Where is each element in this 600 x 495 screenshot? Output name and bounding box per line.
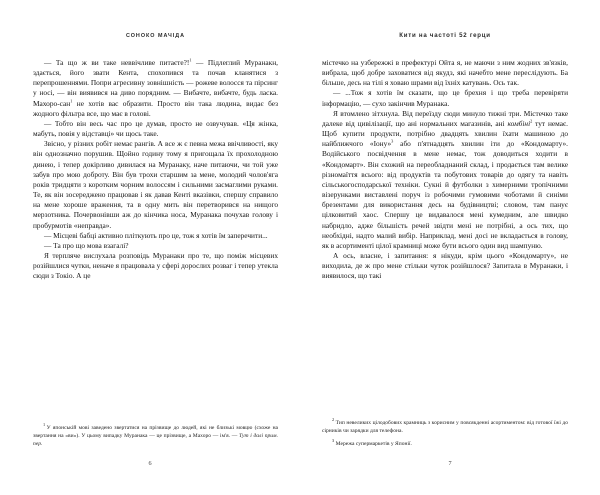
footnote-1 xyxy=(33,424,278,448)
footnote-italic-note: Тут і далі прим. пер. xyxy=(33,433,278,447)
right-page-body xyxy=(322,58,568,281)
footnote-text: У японській мові заведено звертатися на прізвище до людей, які не близькі мовцю (схоже на звертання на «ви»). У цьому випадку Муранака — це прізвище, а Махоро — ім'я. — xyxy=(33,425,278,439)
foreign-term-konbini: комбіні xyxy=(507,118,531,128)
footnote-ref-2[interactable]: 2 xyxy=(530,118,533,124)
left-page-body xyxy=(33,58,278,281)
footnote-marker: 2 xyxy=(332,416,335,422)
footnote-text: Мережа супермаркетів у Японії. xyxy=(335,441,412,447)
footnote-ref-1b[interactable]: 1 xyxy=(70,98,73,104)
right-page xyxy=(300,0,600,495)
paragraph: Я втомлено зітхнула. Від переїзду сюди минуло тижні три. Містечко таке далеке від цивілізації, що ані нормальних магазинів, ані комбіні$^2$ тут немає. Щоб купити продукти, потрібно двадцять хвилин їхати машиною до найближчого «Іону»$^3$ або п'ятнадцять хвилин іти до «Кондомарту». Водійського посвідчення в мене немає, тож доводиться ходити в «Кондомарт». Він схожий на переобладнаний склад, і продається там велике різномаїття всього: від продуктів та побутових товарів до одягу та навіть сільськогосподарської техніки. Сукні й футболки з химерними тропічними візерунками виставлені поруч із робочими гумовими чоботами й синіми брезентами для використання десь на будівництві; словом, там панує цілковитий хаос. Спершу це видавалося мені кумедним, але швидко набридло, адже більшість речей звідти мені не потрібні, а ось тих, що необхідні, надто малий вибір. Наприклад, мені досі не вкладається в голову, як в асортименті цілої крамниці може бути всього один вид шампуню. xyxy=(322,108,569,250)
footnote-marker: 1 xyxy=(43,422,46,428)
paragraph: — Тобто він весь час про це думав, просто не озвучував. «Ця жінка, мабуть, повія у відставці» чи щось таке. xyxy=(33,118,278,139)
footnote-3 xyxy=(322,440,568,448)
right-page-number: 7 xyxy=(448,460,452,467)
left-page-footnotes xyxy=(33,424,278,448)
paragraph: Звісно, у різних робіт немає рангів. А все ж є певна межа ввічливості, яку він однозначно порушив. Щойно годину тому я пригощала їх прохолодною динею, і тепер докірливо дивилася на Муранаку, наче питаючи, чи той уже забув про мою доброту. Він був трохи старшим за мене, молодий чолов'яга років тридцяти з коротким чорним волоссям і сильними засмаглими руками. Те, як він зосереджено працював і як давав Кенті вказівки, спершу справило на мене хороше враження, та в одну мить він перетворився на нищого мерзотника. Почервонівши аж до кінчика носа, Муранака почухав голову і пробурмотів «неправда». xyxy=(33,139,278,230)
left-page-number: 6 xyxy=(148,460,152,467)
footnote-marker: 3 xyxy=(332,438,335,444)
right-running-head: Кити на частоті 52 герци xyxy=(399,32,491,39)
paragraph: — Та що ж ви таке неввічливе питаєте?!$^1$ — Підлеглий Муранакн, здається, його звати Кента, спохопився та почав кланятися з перепрошеннями. Попри агресивну зовнішність — рожеве волосся та пірсинг у носі, — він виявився на диво порядним. — Вибачте, вибачте, будь ласка. Махоро-сан$^1$ не хотів вас образити. Просто він така людина, видає без жодного фільтра все, що має в голові. xyxy=(33,57,279,118)
paragraph: Я терпляче вислухала розповідь Муранаки про те, що поміж місцевих розійшлися чутки, неначе я працювала у сфері дорослих розваг і тепер утекла сюди з Токіо. А це xyxy=(33,250,278,281)
paragraph: містечко на узбережжі в префектурі Ойта я, не маючи з ним жодних зв'язків, вибрала, щоб добре заховатися від якудз, які начебто мене переслідують. Ба більше, десь на тілі я ховаю шрами від їхніх катувань. Ось так. xyxy=(322,58,568,88)
left-running-head: СОНОКО МАЧІДА xyxy=(125,33,185,39)
footnote-2 xyxy=(322,416,568,435)
footnote-text: Тип невеликих цілодобових крамниць з корисним у повсякденні асортиментом: від готової їжі до сірників чи зарядки для телефона. xyxy=(322,419,568,434)
paragraph: — ...Тож я хотів їм сказати, що це брехня і що треба перевіряти інформацію, — сухо закінчив Муранака. xyxy=(322,88,568,108)
paragraph: А ось, власне, і запитання: я нікуди, крім цього «Кондомарту», не виходила, де ж про мене стільки чуток розійшлося? Запитала в Муранаки, і виявилося, що такі xyxy=(322,250,568,281)
footnote-ref-1[interactable]: 1 xyxy=(189,57,192,63)
paragraph: — Місцеві бабці активно пліткують про це, тож я хотів їм заперечити... xyxy=(44,230,268,240)
paragraph: — Та про що мова взагалі? xyxy=(44,240,129,250)
right-page-footnotes xyxy=(322,416,568,449)
footnote-ref-3[interactable]: 3 xyxy=(391,138,394,144)
